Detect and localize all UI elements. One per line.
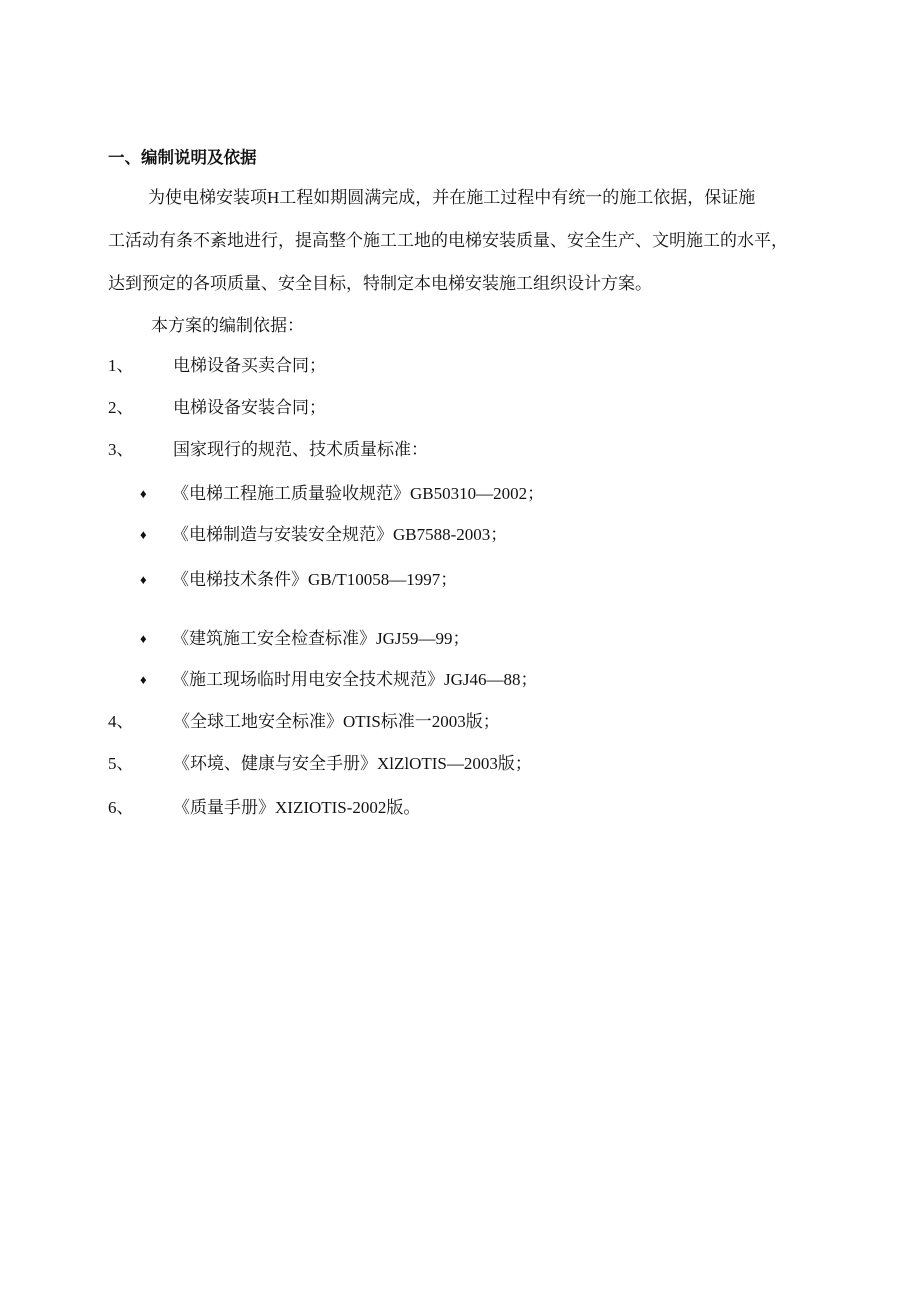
item-text: 《环境、健康与安全手册》XlZlOTIS—2003版； xyxy=(173,754,532,773)
item-text: 《全球工地安全标准》OTIS标准一2003版； xyxy=(173,712,500,731)
bullet-text: 《建筑施工安全检查标准》JGJ59—99； xyxy=(172,629,470,648)
bullet-text: 《电梯技术条件》GB/T10058—1997； xyxy=(172,570,458,589)
paragraph-line-3: 达到预定的各项质量、安全目标，特制定本电梯安装施工组织设计方案。 xyxy=(108,274,652,293)
bullet-text: 《电梯制造与安装安全规范》GB7588-2003； xyxy=(172,525,508,544)
paragraph-line-1: 为使电梯安装项H工程如期圆满完成，并在施工过程中有统一的施工依据，保证施 xyxy=(148,188,756,207)
diamond-bullet-icon: ♦ xyxy=(140,672,147,687)
diamond-bullet-icon: ♦ xyxy=(140,631,147,646)
item-number: 6、 xyxy=(108,798,134,817)
basis-intro: 本方案的编制依据： xyxy=(151,316,304,335)
diamond-bullet-icon: ♦ xyxy=(140,572,147,587)
item-number: 2、 xyxy=(108,398,134,417)
diamond-bullet-icon: ♦ xyxy=(140,527,147,542)
item-number: 5、 xyxy=(108,754,134,773)
item-text: 电梯设备安装合同； xyxy=(173,398,326,417)
diamond-bullet-icon: ♦ xyxy=(140,486,147,501)
item-text: 电梯设备买卖合同； xyxy=(173,356,326,375)
item-number: 4、 xyxy=(108,712,134,731)
paragraph-line-2: 工活动有条不紊地进行，提高整个施工工地的电梯安装质量、安全生产、文明施工的水平， xyxy=(108,231,788,250)
item-number: 1、 xyxy=(108,356,134,375)
bullet-text: 《电梯工程施工质量验收规范》GB50310—2002； xyxy=(172,484,545,503)
bullet-text: 《施工现场临时用电安全技术规范》JGJ46—88； xyxy=(172,670,538,689)
item-number: 3、 xyxy=(108,440,134,459)
item-text: 《质量手册》XIZIOTIS-2002版。 xyxy=(173,798,421,817)
item-text: 国家现行的规范、技术质量标准： xyxy=(173,440,428,459)
section-heading: 一、编制说明及依据 xyxy=(108,148,257,167)
